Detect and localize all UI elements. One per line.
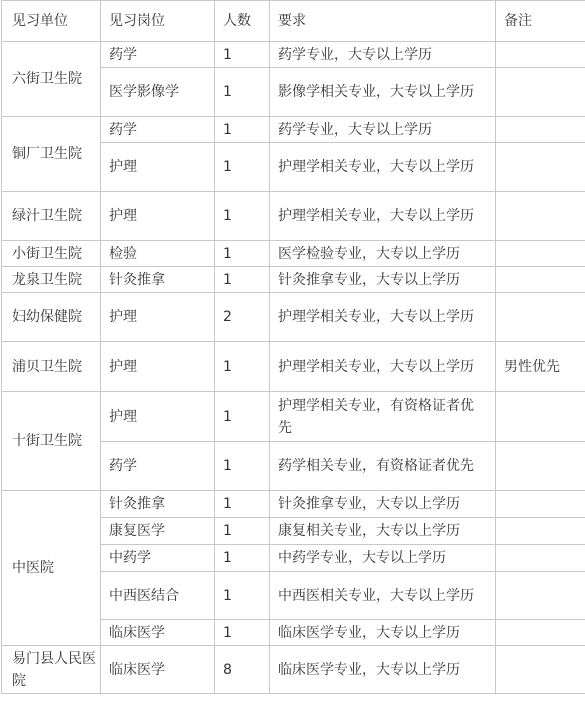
cell-note	[496, 392, 585, 442]
cell-unit: 绿汁卫生院	[2, 192, 101, 241]
table-row	[2, 491, 585, 518]
cell-count: 1	[215, 442, 270, 491]
internship-table	[1, 0, 585, 694]
header-note: 备注	[496, 1, 585, 42]
cell-unit: 铜厂卫生院	[2, 117, 101, 192]
cell-unit: 易门县人民医院	[2, 646, 101, 694]
cell-requirement: 护理学相关专业，大专以上学历	[270, 342, 496, 392]
cell-requirement: 护理学相关专业，大专以上学历	[270, 192, 496, 241]
cell-unit: 浦贝卫生院	[2, 342, 101, 392]
cell-count: 1	[215, 342, 270, 392]
cell-note	[496, 518, 585, 545]
cell-count: 1	[215, 68, 270, 117]
cell-count: 1	[215, 518, 270, 545]
cell-requirement: 临床医学专业，大专以上学历	[270, 646, 496, 694]
cell-post: 护理	[101, 342, 215, 392]
cell-post: 药学	[101, 442, 215, 491]
cell-post: 临床医学	[101, 620, 215, 646]
table-row	[2, 42, 585, 68]
header-count: 人数	[215, 1, 270, 42]
table-row	[2, 293, 585, 342]
cell-post: 针灸推拿	[101, 491, 215, 518]
cell-post: 医学影像学	[101, 68, 215, 117]
cell-requirement: 针灸推拿专业，大专以上学历	[270, 267, 496, 293]
cell-note	[496, 293, 585, 342]
cell-note	[496, 143, 585, 192]
cell-note	[496, 572, 585, 620]
cell-unit: 妇幼保健院	[2, 293, 101, 342]
cell-post: 康复医学	[101, 518, 215, 545]
cell-post: 药学	[101, 117, 215, 143]
cell-requirement: 影像学相关专业，大专以上学历	[270, 68, 496, 117]
cell-count: 1	[215, 620, 270, 646]
cell-post: 中西医结合	[101, 572, 215, 620]
cell-post: 临床医学	[101, 646, 215, 694]
cell-requirement: 针灸推拿专业，大专以上学历	[270, 491, 496, 518]
cell-requirement: 康复相关专业，大专以上学历	[270, 518, 496, 545]
cell-requirement: 护理学相关专业，大专以上学历	[270, 293, 496, 342]
cell-count: 1	[215, 117, 270, 143]
table-header-row	[2, 1, 585, 42]
header-unit: 见习单位	[2, 1, 101, 42]
cell-note	[496, 42, 585, 68]
cell-count: 1	[215, 491, 270, 518]
cell-requirement: 临床医学专业，大专以上学历	[270, 620, 496, 646]
cell-requirement: 药学专业，大专以上学历	[270, 117, 496, 143]
cell-count: 1	[215, 192, 270, 241]
cell-count: 1	[215, 572, 270, 620]
cell-note: 男性优先	[496, 342, 585, 392]
cell-note	[496, 545, 585, 572]
cell-note	[496, 491, 585, 518]
cell-count: 8	[215, 646, 270, 694]
cell-post: 针灸推拿	[101, 267, 215, 293]
cell-note	[496, 620, 585, 646]
cell-count: 1	[215, 42, 270, 68]
cell-note	[496, 68, 585, 117]
table-row	[2, 192, 585, 241]
cell-unit: 小街卫生院	[2, 241, 101, 267]
cell-requirement: 护理学相关专业，大专以上学历	[270, 143, 496, 192]
cell-post: 护理	[101, 293, 215, 342]
cell-requirement: 中西医相关专业，大专以上学历	[270, 572, 496, 620]
cell-unit: 十街卫生院	[2, 392, 101, 491]
cell-requirement: 药学相关专业，有资格证者优先	[270, 442, 496, 491]
table-row	[2, 646, 585, 694]
cell-note	[496, 192, 585, 241]
cell-requirement: 药学专业，大专以上学历	[270, 42, 496, 68]
cell-post: 药学	[101, 42, 215, 68]
cell-post: 护理	[101, 392, 215, 442]
cell-note	[496, 646, 585, 694]
cell-post: 中药学	[101, 545, 215, 572]
cell-unit: 中医院	[2, 491, 101, 646]
cell-unit: 六街卫生院	[2, 42, 101, 117]
table-row	[2, 267, 585, 293]
cell-post: 护理	[101, 143, 215, 192]
header-post: 见习岗位	[101, 1, 215, 42]
cell-note	[496, 117, 585, 143]
table-row	[2, 117, 585, 143]
cell-unit: 龙泉卫生院	[2, 267, 101, 293]
table-row	[2, 342, 585, 392]
cell-post: 检验	[101, 241, 215, 267]
cell-count: 1	[215, 392, 270, 442]
table-row	[2, 392, 585, 442]
cell-requirement: 医学检验专业，大专以上学历	[270, 241, 496, 267]
cell-note	[496, 442, 585, 491]
cell-note	[496, 241, 585, 267]
cell-count: 1	[215, 267, 270, 293]
header-requirement: 要求	[270, 1, 496, 42]
cell-count: 1	[215, 241, 270, 267]
cell-requirement: 护理学相关专业，有资格证者优先	[270, 392, 496, 442]
table-row	[2, 241, 585, 267]
cell-requirement: 中药学专业，大专以上学历	[270, 545, 496, 572]
cell-count: 1	[215, 143, 270, 192]
cell-count: 2	[215, 293, 270, 342]
cell-count: 1	[215, 545, 270, 572]
cell-note	[496, 267, 585, 293]
cell-post: 护理	[101, 192, 215, 241]
